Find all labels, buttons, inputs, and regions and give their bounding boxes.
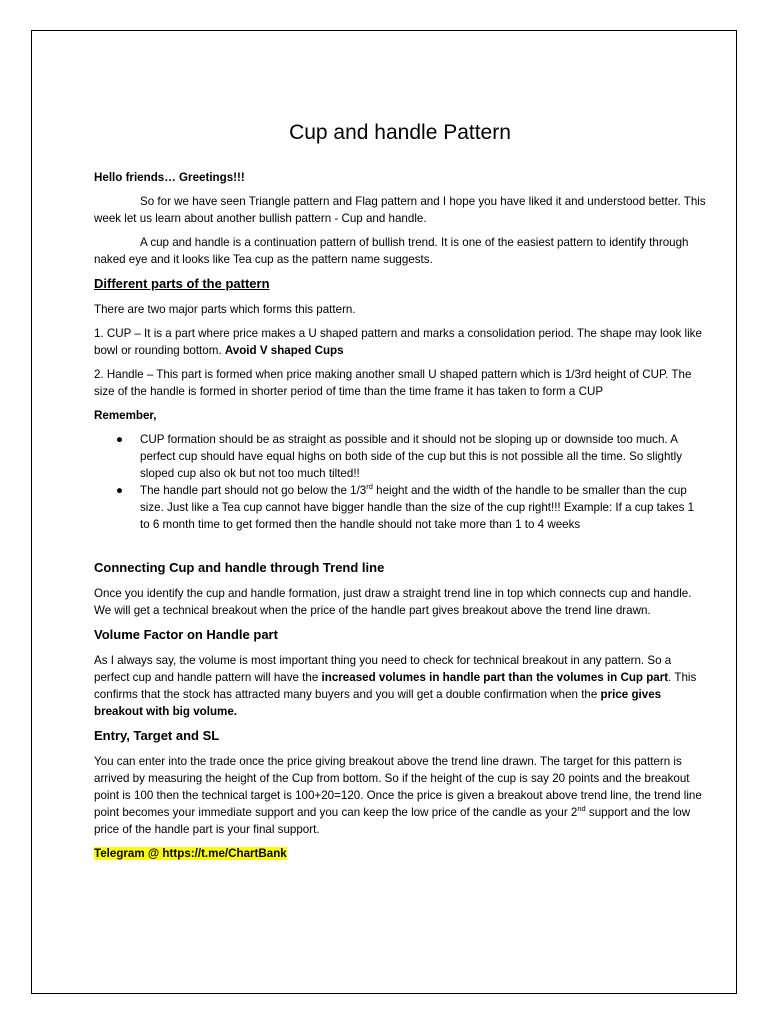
list-item — [94, 482, 706, 533]
list-item-text: The handle part should not go below the 1/3 — [140, 484, 367, 497]
page-title: Cup and handle Pattern — [289, 121, 511, 144]
cup-text: 1. CUP – It is a part where price makes a U shaped pattern and marks a consolidation period. The shape may look like bowl or rounding bottom. — [94, 327, 702, 357]
greeting: Hello friends… Greetings!!! — [94, 171, 245, 184]
entry-text: support and the low price of the handle part is your final support. — [94, 806, 691, 836]
volume-paragraph — [94, 652, 706, 720]
trendline-paragraph: Once you identify the cup and handle formation, just draw a straight trend line in top which connects cup and handle. We will get a technical breakout when the price of the handle part gives breakout above the trend line drawn. — [94, 587, 692, 617]
bullet-icon: ● — [116, 433, 124, 446]
volume-text: As I always say, the volume is most important thing you need to check for technical breakout in any pattern. So a perfect cup and handle pattern will have the — [94, 654, 672, 684]
telegram-link[interactable]: Telegram @ https://t.me/ChartBank — [94, 847, 287, 860]
entry-paragraph — [94, 753, 706, 838]
list-item — [94, 431, 706, 482]
document-page — [31, 30, 737, 994]
volume-text: . This confirms that the stock has attracted many buyers and you will get a double confirmation when the — [94, 671, 697, 701]
section-heading-parts: Different parts of the pattern — [94, 276, 270, 291]
volume-bold-2: price gives breakout with big volume. — [94, 688, 662, 718]
section-heading-entry: Entry, Target and SL — [94, 728, 220, 743]
telegram-paragraph — [94, 845, 706, 862]
section-heading-volume: Volume Factor on Handle part — [94, 627, 278, 642]
list-item-text: CUP formation should be as straight as possible and it should not be sloping up or downside too much. A perfect cup should have equal highs on both side of the cup but this is not possible all the time. So slightly sloped cup also ok but not too much tilted!! — [140, 433, 683, 480]
handle-paragraph: 2. Handle – This part is formed when price making another small U shaped pattern which is 1/3rd height of CUP. The size of the handle is formed in shorter period of time than the time frame it has taken to form a CUP — [94, 368, 692, 398]
volume-bold-1: increased volumes in handle part than the volumes in Cup part — [321, 671, 669, 684]
remember-heading: Remember, — [94, 409, 157, 422]
cup-bold-note: Avoid V shaped Cups — [224, 344, 344, 357]
bullet-icon: ● — [116, 484, 124, 497]
parts-lead: There are two major parts which forms this pattern. — [94, 303, 356, 316]
document-content — [94, 119, 706, 869]
superscript: rd — [366, 482, 373, 492]
intro-paragraph-1: So for we have seen Triangle pattern and Flag pattern and I hope you have liked it and understood better. This week let us learn about another bullish pattern - Cup and handle. — [94, 195, 706, 225]
entry-text: You can enter into the trade once the price giving breakout above the trend line drawn. The target for this pattern is arrived by measuring the height of the Cup from bottom. So if the height of the cup is say 20 points and the breakout point is 100 then the technical target is 100+20=120. Once the price is given a breakout above trend line, the trend line point becomes your immediate support and you can keep the low price of the candle as your 2 — [94, 755, 702, 819]
superscript: nd — [577, 804, 586, 814]
remember-list — [94, 431, 706, 533]
cup-paragraph — [94, 325, 706, 359]
intro-paragraph-2: A cup and handle is a continuation pattern of bullish trend. It is one of the easiest pattern to identify through naked eye and it looks like Tea cup as the pattern name suggests. — [94, 236, 689, 266]
list-item-text: height and the width of the handle to be smaller than the cup size. Just like a Tea cup cannot have bigger handle than the size of the cup right!!! Example: If a cup takes 1 to 6 month time to get formed then the handle should not take more than 1 to 4 weeks — [140, 484, 695, 531]
section-heading-trendline: Connecting Cup and handle through Trend line — [94, 560, 385, 575]
